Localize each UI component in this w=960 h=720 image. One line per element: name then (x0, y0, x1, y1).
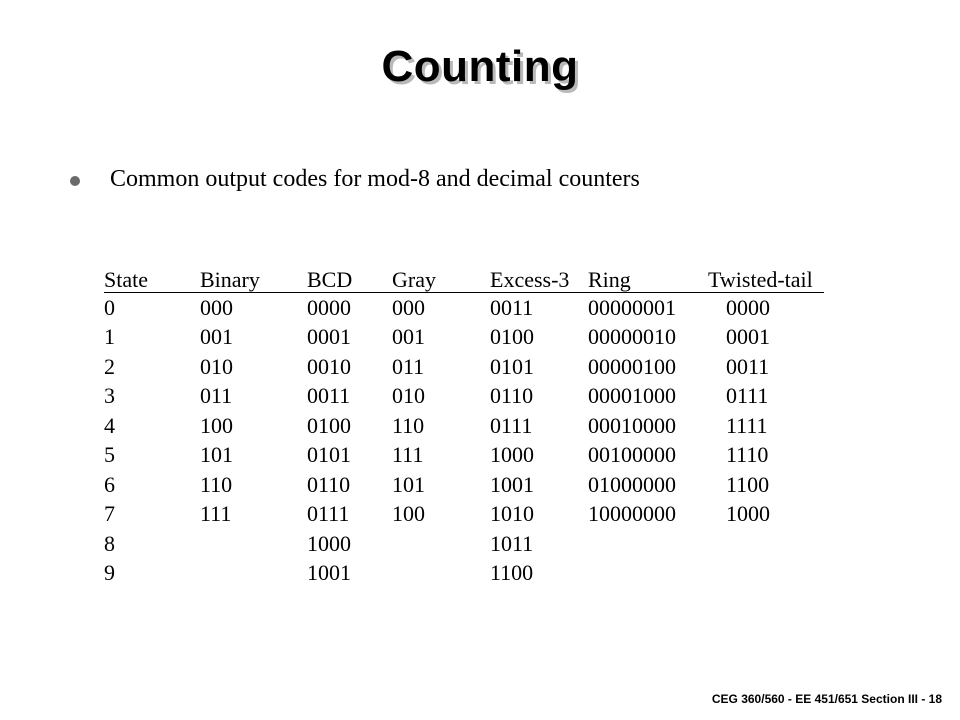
cell-bcd: 1000 (307, 530, 351, 556)
cell-excess-3: 1100 (490, 560, 534, 586)
cell-bcd: 0110 (307, 471, 351, 497)
table-row (104, 529, 824, 559)
cell-excess-3: 0110 (490, 383, 534, 409)
table-body (104, 293, 824, 588)
bullet-item (70, 166, 640, 193)
table-row (104, 500, 824, 530)
cell-binary: 001 (200, 324, 233, 350)
cell-twisted-tail: 0111 (726, 383, 769, 409)
cell-state: 4 (104, 412, 115, 438)
cell-bcd: 0111 (307, 501, 350, 527)
cell-state: 9 (104, 560, 115, 586)
slide-title: Counting (381, 42, 579, 91)
cell-state: 0 (104, 294, 115, 320)
cell-excess-3: 0101 (490, 353, 534, 379)
cell-ring: 01000000 (588, 471, 676, 497)
cell-gray: 011 (392, 353, 425, 379)
header-binary: Binary (200, 267, 260, 292)
cell-ring: 10000000 (588, 501, 676, 527)
table-row (104, 411, 824, 441)
cell-binary: 101 (200, 442, 233, 468)
table-row (104, 559, 824, 589)
cell-twisted-tail: 0000 (726, 294, 770, 320)
cell-state: 1 (104, 324, 115, 350)
bullet-text: Common output codes for mod-8 and decimal counters (110, 166, 640, 192)
table-row (104, 293, 824, 323)
cell-excess-3: 1010 (490, 501, 534, 527)
cell-bcd: 0000 (307, 294, 351, 320)
header-bcd: BCD (307, 267, 353, 292)
cell-excess-3: 0111 (490, 412, 533, 438)
cell-ring: 00000001 (588, 294, 676, 320)
cell-twisted-tail: 0011 (726, 353, 770, 379)
cell-twisted-tail: 1000 (726, 501, 770, 527)
cell-gray: 010 (392, 383, 425, 409)
cell-binary: 011 (200, 383, 233, 409)
cell-bcd: 1001 (307, 560, 351, 586)
cell-excess-3: 0011 (490, 294, 534, 320)
cell-bcd: 0100 (307, 412, 351, 438)
cell-ring: 00010000 (588, 412, 676, 438)
cell-bcd: 0011 (307, 383, 351, 409)
cell-excess-3: 1011 (490, 530, 534, 556)
header-gray: Gray (392, 267, 436, 292)
cell-twisted-tail: 1111 (726, 412, 768, 438)
table-header-row (104, 260, 824, 293)
cell-state: 7 (104, 501, 115, 527)
cell-gray: 111 (392, 442, 424, 468)
cell-bcd: 0001 (307, 324, 351, 350)
cell-ring: 00000100 (588, 353, 676, 379)
cell-binary: 010 (200, 353, 233, 379)
cell-twisted-tail: 0001 (726, 324, 770, 350)
cell-gray: 110 (392, 412, 425, 438)
header-twisted-tail: Twisted-tail (708, 267, 813, 292)
cell-twisted-tail: 1100 (726, 471, 770, 497)
cell-state: 5 (104, 442, 115, 468)
cell-excess-3: 0100 (490, 324, 534, 350)
cell-twisted-tail: 1110 (726, 442, 769, 468)
cell-ring: 00001000 (588, 383, 676, 409)
header-ring: Ring (588, 267, 631, 292)
cell-ring: 00000010 (588, 324, 676, 350)
header-excess-3: Excess-3 (490, 267, 570, 292)
table-row (104, 323, 824, 353)
cell-state: 8 (104, 530, 115, 556)
cell-state: 6 (104, 471, 115, 497)
cell-state: 3 (104, 383, 115, 409)
cell-excess-3: 1000 (490, 442, 534, 468)
table-row (104, 470, 824, 500)
cell-gray: 100 (392, 501, 425, 527)
cell-excess-3: 1001 (490, 471, 534, 497)
table-row (104, 441, 824, 471)
cell-gray: 001 (392, 324, 425, 350)
table-row (104, 382, 824, 412)
cell-binary: 111 (200, 501, 232, 527)
output-codes-table (104, 260, 824, 588)
header-state: State (104, 267, 148, 292)
cell-binary: 000 (200, 294, 233, 320)
cell-gray: 101 (392, 471, 425, 497)
table-row (104, 352, 824, 382)
cell-state: 2 (104, 353, 115, 379)
cell-binary: 110 (200, 471, 233, 497)
slide-footer: CEG 360/560 - EE 451/651 Section III - 18 (711, 692, 942, 706)
bullet-dot-icon (70, 176, 80, 186)
cell-ring: 00100000 (588, 442, 676, 468)
cell-gray: 000 (392, 294, 425, 320)
cell-bcd: 0010 (307, 353, 351, 379)
cell-bcd: 0101 (307, 442, 351, 468)
cell-binary: 100 (200, 412, 233, 438)
